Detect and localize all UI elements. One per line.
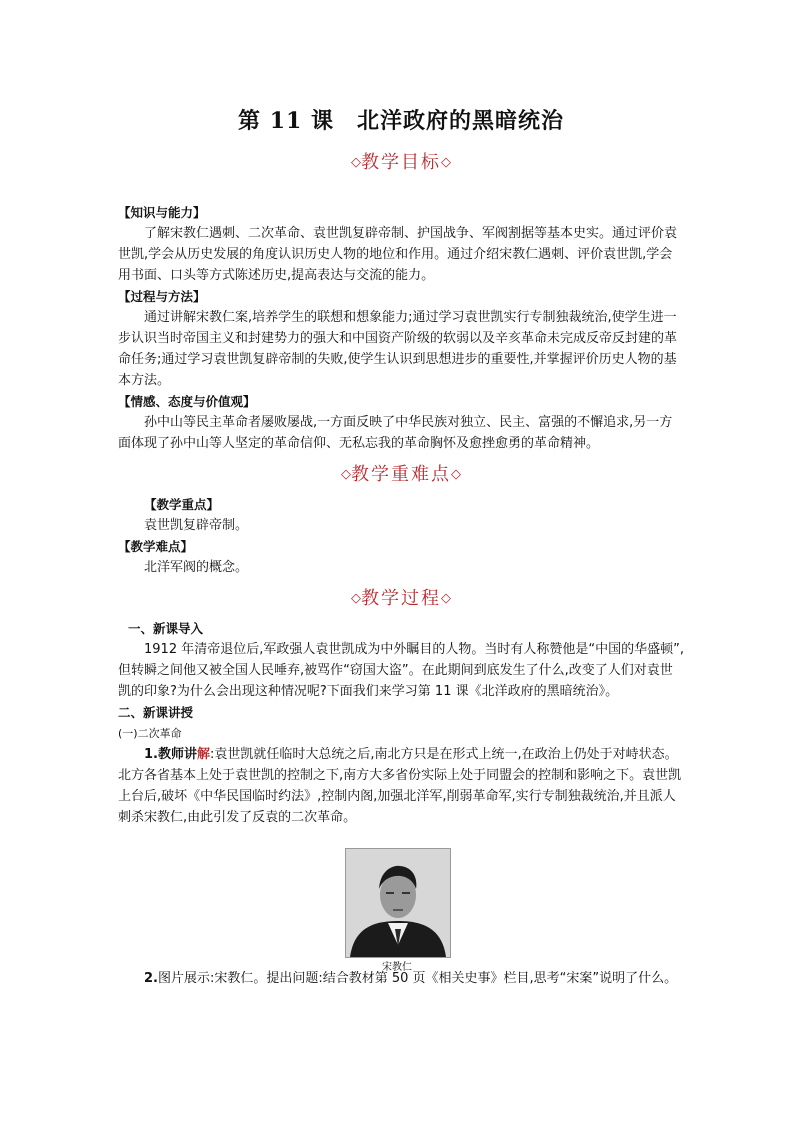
process-method-label: 【过程与方法】 xyxy=(118,289,206,304)
difficulty-label: 【教学难点】 xyxy=(118,539,194,554)
item-2-block xyxy=(118,968,684,989)
key-point-text: 袁世凯复辟帝制。 xyxy=(144,518,249,533)
difficulty-text: 北洋军阀的概念。 xyxy=(144,560,249,575)
portrait-photo xyxy=(345,848,451,958)
subsection-label: (一)二次革命 xyxy=(118,727,182,740)
portrait-image xyxy=(346,849,450,957)
objectives-block xyxy=(118,202,684,454)
emotion-text: 孙中山等民主革命者屡败屡战,一方面反映了中华民族对独立、民主、富强的不懈追求,另一方面体现了孙中山等人坚定的革命信仰、无私忘我的革命胸怀及愈挫愈勇的革命精神。 xyxy=(118,415,673,451)
knowledge-text: 了解宋教仁遇刺、二次革命、袁世凯复辟帝制、护国战争、军阀割据等基本史实。通过评价袁世凯,学会从历史发展的角度认识历史人物的地位和作用。通过介绍宋教仁遇刺、评价袁世凯,学会用书面、口头等方式陈述历史,提高表达与交流的能力。 xyxy=(118,226,678,283)
diamond-icon: ◇ xyxy=(341,467,351,482)
key-point-label: 【教学重点】 xyxy=(144,497,220,512)
diamond-icon: ◇ xyxy=(441,591,451,606)
page-title: 第 11 课 北洋政府的黑暗统治 xyxy=(238,108,564,134)
section-heading-key-points: ◇教学重难点◇ xyxy=(341,464,461,485)
item-2-text: 2.图片展示:宋教仁。提出问题:结合教材第 50 页《相关史事》栏目,思考“宋案”说明了什么。 xyxy=(144,971,678,986)
item-1-text: 1.教师讲解:袁世凯就任临时大总统之后,南北方只是在形式上统一,在政治上仍处于对峙状态。北方各省基本上处于袁世凯的控制之下,南方大多省份实际上处于同盟会的控制和影响之下。袁世凯上台后,破坏《中华民国临时约法》,控制内阁,加强北洋军,削弱革命军,实行专制独裁统治,并且派人刺杀宋教仁,由此引发了反袁的二次革命。 xyxy=(118,747,682,825)
teaching-label: 二、新课讲授 xyxy=(118,705,194,720)
key-points-block xyxy=(118,494,684,578)
knowledge-label: 【知识与能力】 xyxy=(118,205,206,220)
section-heading-objectives: ◇教学目标◇ xyxy=(351,152,451,173)
intro-text: 1912 年清帝退位后,军政强人袁世凯成为中外瞩目的人物。当时有人称赞他是“中国的华盛顿”,但转瞬之间他又被全国人民唾弃,被骂作“窃国大盗”。在此期间到底发生了什么,改变了人们对袁世凯的印象?为什么会出现这种情况呢?下面我们来学习第 11 课《北洋政府的黑暗统治》。 xyxy=(118,642,684,699)
section-heading-process: ◇教学过程◇ xyxy=(351,588,451,609)
diamond-icon: ◇ xyxy=(441,155,451,170)
diamond-icon: ◇ xyxy=(351,591,361,606)
diamond-icon: ◇ xyxy=(351,155,361,170)
process-method-text: 通过讲解宋教仁案,培养学生的联想和想象能力;通过学习袁世凯实行专制独裁统治,使学生进一步认识当时帝国主义和封建势力的强大和中国资产阶级的软弱以及辛亥革命未完成反帝反封建的革命任务;通过学习袁世凯复辟帝制的失败,使学生认识到思想进步的重要性,并掌握评价历史人物的基本方法。 xyxy=(118,310,678,388)
photo-caption: 宋教仁 xyxy=(382,962,412,973)
emotion-label: 【情感、态度与价值观】 xyxy=(118,394,256,409)
diamond-icon: ◇ xyxy=(451,467,461,482)
process-block xyxy=(118,618,684,828)
intro-label: 一、新课导入 xyxy=(128,621,204,636)
